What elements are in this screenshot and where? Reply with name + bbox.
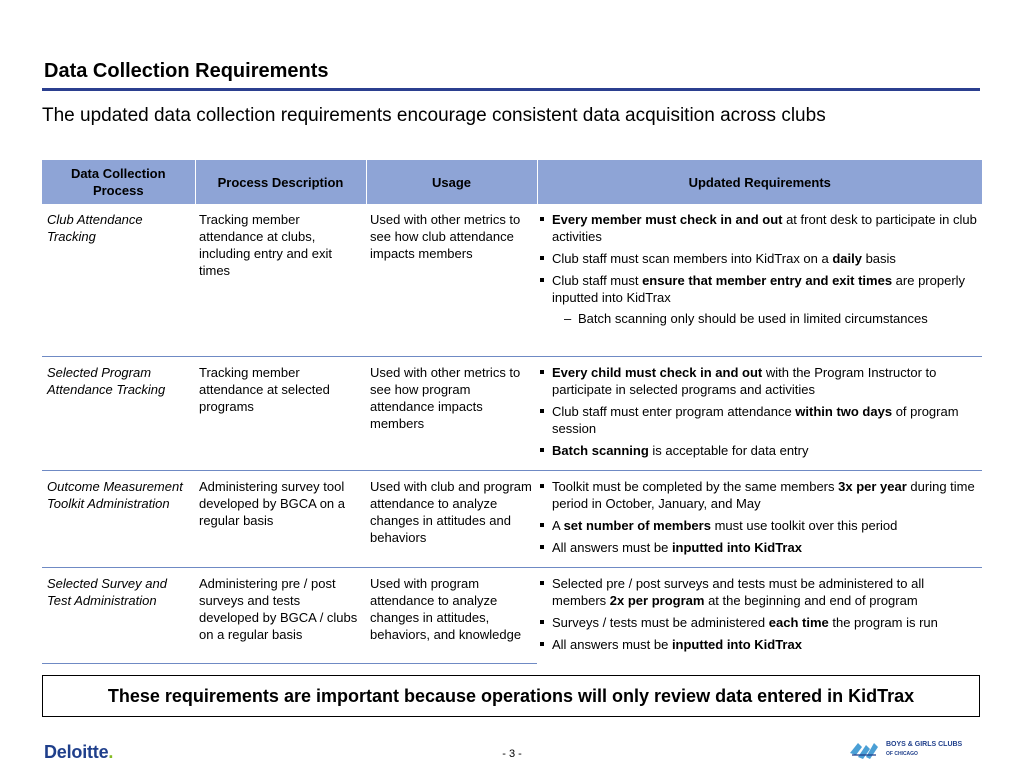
bgc-wordmark: BOYS & GIRLS CLUBS OF CHICAGO xyxy=(886,740,963,757)
title-divider xyxy=(42,88,980,91)
requirement-item: Surveys / tests must be administered each time the program is run xyxy=(537,614,978,631)
requirements-cell xyxy=(537,567,982,664)
description-cell: Administering pre / post surveys and tests developed by BGCA / clubs on a regular basis xyxy=(195,567,366,664)
slide-subtitle: The updated data collection requirements encourage consistent data acquisition across clubs xyxy=(42,105,826,126)
requirement-item: All answers must be inputted into KidTrax xyxy=(537,539,978,556)
column-header-process: Data Collection Process xyxy=(42,160,195,204)
key-message-box xyxy=(42,675,980,717)
process-cell: Club Attendance Tracking xyxy=(42,204,195,356)
requirement-item: A set number of members must use toolkit over this period xyxy=(537,517,978,534)
bgc-hands-icon xyxy=(848,737,880,761)
sub-requirement-list xyxy=(552,310,978,327)
page-number: - 3 - xyxy=(502,748,522,760)
requirement-item: Batch scanning is acceptable for data entry xyxy=(537,442,978,459)
usage-cell: Used with club and program attendance to analyze changes in attitudes and behaviors xyxy=(366,470,537,567)
requirements-list xyxy=(537,364,978,459)
process-cell: Selected Survey and Test Administration xyxy=(42,567,195,664)
column-header-description: Process Description xyxy=(195,160,366,204)
table-row xyxy=(42,356,982,470)
description-cell: Administering survey tool developed by BGCA on a regular basis xyxy=(195,470,366,567)
column-header-usage: Usage xyxy=(366,160,537,204)
table-header-row xyxy=(42,160,982,204)
requirement-item: All answers must be inputted into KidTrax xyxy=(537,636,978,653)
sub-requirement-item: – Batch scanning only should be used in limited circumstances xyxy=(552,310,978,327)
slide-title: Data Collection Requirements xyxy=(44,60,329,82)
usage-cell: Used with program attendance to analyze changes in attitudes, behaviors, and knowledge xyxy=(366,567,537,664)
requirements-list xyxy=(537,211,978,327)
usage-cell: Used with other metrics to see how club attendance impacts members xyxy=(366,204,537,356)
requirements-list xyxy=(537,575,978,653)
requirement-item: Club staff must ensure that member entry and exit times are properly inputted into KidTrax – Batch scanning only should be used in limited circumstances xyxy=(537,272,978,327)
requirement-item: Every member must check in and out at front desk to participate in club activities xyxy=(537,211,978,245)
requirement-item: Club staff must scan members into KidTrax on a daily basis xyxy=(537,250,978,267)
requirements-cell xyxy=(537,356,982,470)
requirement-item: Selected pre / post surveys and tests must be administered to all members 2x per program at the beginning and end of program xyxy=(537,575,978,609)
deloitte-logo: Deloitte. xyxy=(44,742,114,762)
requirement-item: Toolkit must be completed by the same members 3x per year during time period in October, January, and May xyxy=(537,478,978,512)
table-row xyxy=(42,470,982,567)
process-cell: Outcome Measurement Toolkit Administration xyxy=(42,470,195,567)
key-message-text: These requirements are important because operations will only review data entered in KidTrax xyxy=(107,685,915,706)
column-header-requirements: Updated Requirements xyxy=(537,160,982,204)
description-cell: Tracking member attendance at selected programs xyxy=(195,356,366,470)
process-cell: Selected Program Attendance Tracking xyxy=(42,356,195,470)
table-row xyxy=(42,567,982,664)
description-cell: Tracking member attendance at clubs, including entry and exit times xyxy=(195,204,366,356)
requirements-list xyxy=(537,478,978,556)
requirement-item: Every child must check in and out with the Program Instructor to participate in selected programs and activities xyxy=(537,364,978,398)
requirements-cell xyxy=(537,470,982,567)
requirement-item: Club staff must enter program attendance within two days of program session xyxy=(537,403,978,437)
table-row xyxy=(42,204,982,356)
requirements-table xyxy=(42,160,982,664)
usage-cell: Used with other metrics to see how program attendance impacts members xyxy=(366,356,537,470)
requirements-cell xyxy=(537,204,982,356)
boys-girls-clubs-logo xyxy=(848,736,968,762)
